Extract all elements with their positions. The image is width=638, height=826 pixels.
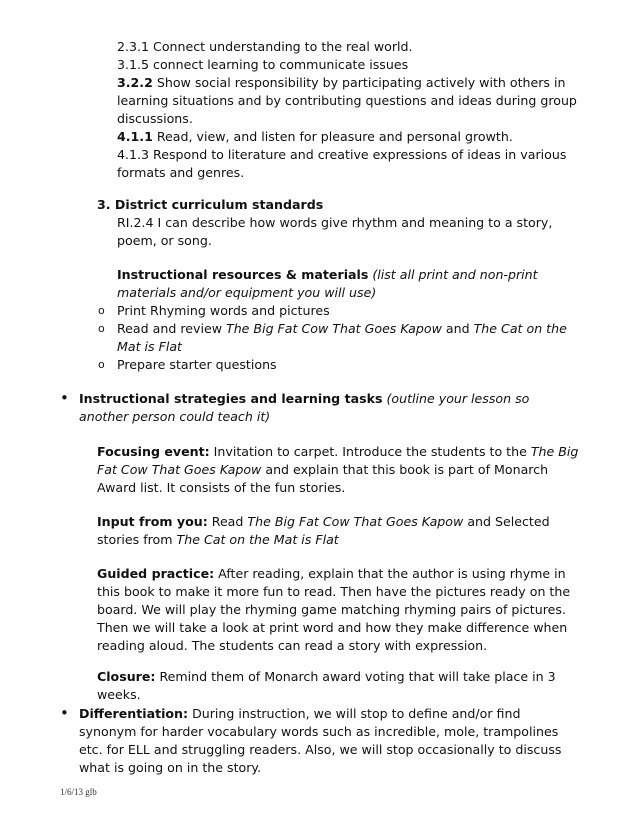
- standard-item: 4.1.1 Read, view, and listen for pleasure and personal growth.: [117, 129, 513, 144]
- bullet-o-icon: o: [98, 322, 105, 335]
- closure: Closure: Remind them of Monarch award voting that will take place in 3 weeks.: [97, 669, 556, 702]
- strategies-heading: Instructional strategies and learning tasks (outline your lesson so another person could teach it): [79, 391, 530, 424]
- footer-date: 1/6/13 glb: [60, 787, 97, 797]
- standards-list: [117, 38, 587, 182]
- standard-item: 3.2.2 Show social responsibility by participating actively with others in learning situations and by contributing questions and ideas during group discussions.: [117, 75, 577, 126]
- standard-item: 2.3.1 Connect understanding to the real world.: [117, 39, 413, 54]
- differentiation: Differentiation: During instruction, we will stop to define and/or find synonym for harder vocabulary words such as incredible, mole, trampolines etc. for ELL and struggling readers. Also, we will stop occasionally to discuss what is going on in the story.: [79, 706, 562, 775]
- guided-practice: Guided practice: After reading, explain that the author is using rhyme in this book to make it more fun to read. Then have the pictures ready on the board. We will play the rhyming game matching rhyming pairs of pictures. Then we will take a look at print word and how they make difference when reading aloud. The students can read a story with expression.: [97, 566, 571, 653]
- resource-item: Prepare starter questions: [117, 357, 277, 372]
- resource-item: Read and review The Big Fat Cow That Goes Kapow and The Cat on the Mat is Flat: [117, 321, 567, 354]
- bullet-o-icon: o: [98, 304, 105, 317]
- focusing-event: Focusing event: Invitation to carpet. Introduce the students to the The Big Fat Cow That Goes Kapow and explain that this book is part of Monarch Award list. It consists of the fun stories.: [97, 444, 579, 495]
- district-standard-text: RI.2.4 I can describe how words give rhythm and meaning to a story, poem, or song.: [117, 215, 553, 248]
- resources-heading: Instructional resources & materials (list all print and non-print materials and/or equipment you will use): [117, 267, 538, 300]
- resource-item: Print Rhyming words and pictures: [117, 303, 330, 318]
- bullet-o-icon: o: [98, 358, 105, 371]
- input-from-you: Input from you: Read The Big Fat Cow That Goes Kapow and Selected stories from The Cat on the Mat is Flat: [97, 514, 550, 547]
- district-heading: 3. District curriculum standards: [97, 197, 324, 212]
- bullet-dot-icon: •: [60, 389, 69, 407]
- standard-item: 4.1.3 Respond to literature and creative expressions of ideas in various formats and genres.: [117, 147, 567, 180]
- standard-item: 3.1.5 connect learning to communicate issues: [117, 57, 409, 72]
- bullet-dot-icon: •: [60, 704, 69, 722]
